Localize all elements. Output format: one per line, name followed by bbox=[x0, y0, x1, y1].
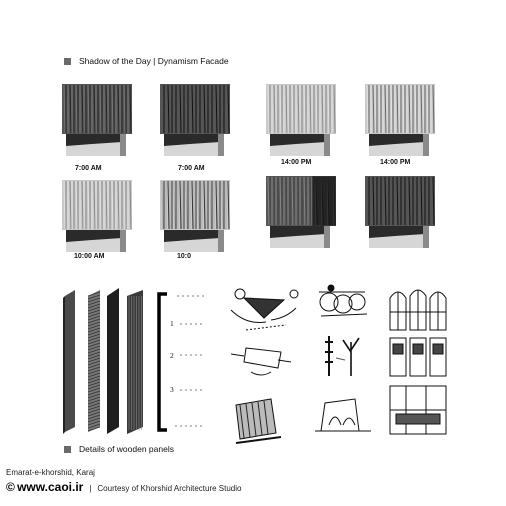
sketch-balcony bbox=[390, 386, 446, 434]
sketch-tree bbox=[325, 336, 359, 376]
wooden-panel-exploded-view bbox=[55, 282, 215, 442]
site-link[interactable]: www.caoi.ir bbox=[17, 480, 84, 494]
time-label-1: 7:00 AM bbox=[75, 165, 102, 172]
time-label-4: 14:00 PM bbox=[380, 159, 411, 166]
panels-section-title: Details of wooden panels bbox=[79, 444, 174, 454]
facade-study-8 bbox=[365, 174, 437, 254]
sketch-frame bbox=[231, 348, 291, 375]
sketch-sun-shading bbox=[231, 289, 298, 330]
panel-label-1: 1 bbox=[170, 319, 174, 328]
facade-study-5 bbox=[62, 178, 134, 258]
facade-study-4 bbox=[365, 82, 437, 162]
copyright-symbol: © bbox=[6, 480, 15, 494]
facade-study-1 bbox=[62, 82, 134, 162]
footer bbox=[6, 480, 241, 494]
bullet-square-icon bbox=[64, 58, 71, 65]
facade-study-7 bbox=[266, 174, 338, 254]
sketch-arched-windows bbox=[390, 290, 446, 330]
facade-study-6 bbox=[160, 178, 232, 258]
facade-section-title: Shadow of the Day | Dynamism Facade bbox=[79, 56, 229, 66]
time-label-3: 14:00 PM bbox=[281, 159, 312, 166]
courtesy-text: Courtesy of Khorshid Architecture Studio bbox=[97, 484, 242, 493]
sketch-street bbox=[315, 399, 371, 431]
sketch-windows bbox=[390, 338, 446, 376]
location-caption: Emarat-e-khorshid, Karaj bbox=[6, 468, 95, 477]
footer-separator: | bbox=[89, 484, 92, 493]
time-label-6: 10:0 bbox=[177, 253, 192, 260]
design-sketches bbox=[226, 280, 456, 445]
facade-section-heading bbox=[64, 56, 229, 66]
panel-label-3: 3 bbox=[170, 385, 174, 394]
time-label-2: 7:00 AM bbox=[178, 165, 205, 172]
sketch-rings bbox=[319, 285, 367, 316]
facade-study-2 bbox=[160, 82, 232, 162]
panels-section-heading bbox=[64, 444, 174, 454]
bullet-square-icon bbox=[64, 446, 71, 453]
facade-study-3 bbox=[266, 82, 338, 162]
time-label-5: 10:00 AM bbox=[74, 253, 105, 260]
panel-label-2: 2 bbox=[170, 351, 174, 360]
sketch-building bbox=[236, 399, 281, 443]
